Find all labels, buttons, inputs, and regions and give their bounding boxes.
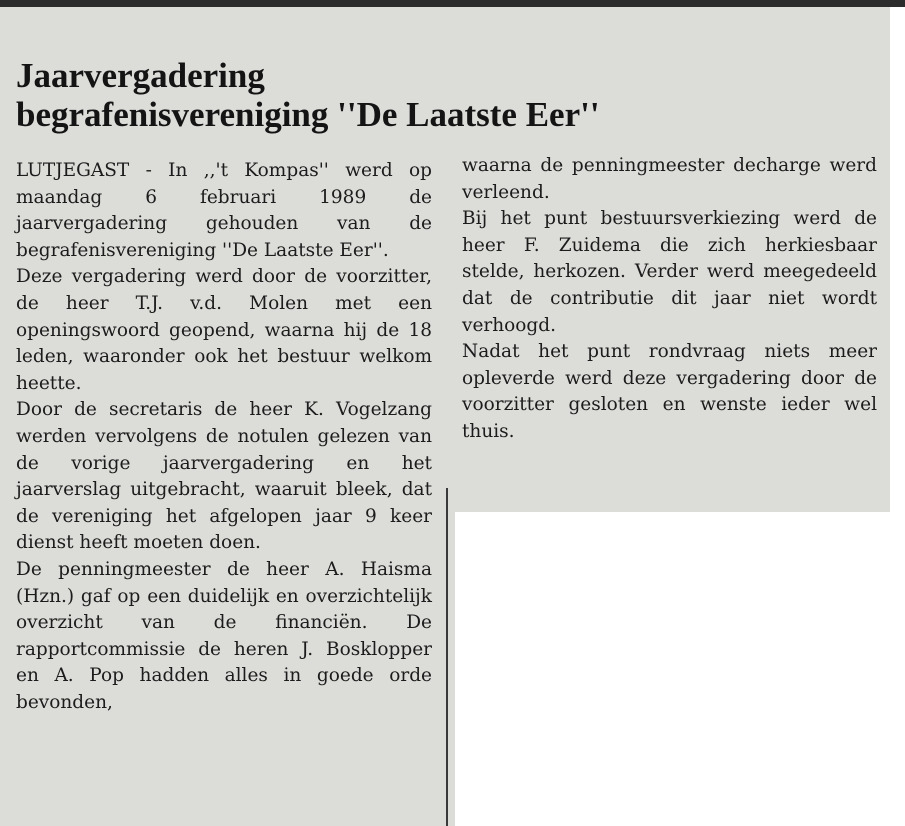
top-rule [0, 0, 905, 7]
column-divider [446, 488, 448, 826]
paragraph: waarna de penningmeester decharge werd verleend. [462, 155, 877, 203]
paragraph: Deze vergadering werd door de voorzitter, de heer T.J. v.d. Molen met een openingswoord geopend, waarna hij de 18 leden, waaronder ook het bestuur welkom heette. [16, 266, 432, 394]
paragraph: Bij het punt bestuursverkiezing werd de heer F. Zuidema die zich herkiesbaar stelde, herkozen. Verder werd meegedeeld dat de contributie dit jaar niet wordt verhoogd. [462, 208, 877, 336]
headline-line-1: Jaarvergadering [16, 56, 265, 95]
paragraph: De penningmeester de heer A. Haisma (Hzn.) gaf op een duidelijk en overzichtelijk overzicht van de financiën. De rapportcommissie de heren J. Bosklopper en A. Pop hadden alles in goede orde bevonden, [16, 558, 432, 713]
article-headline [16, 56, 600, 134]
paragraph: LUTJEGAST - In ,,'t Kompas'' werd op maandag 6 februari 1989 de jaarvergadering gehouden van de begrafenisvereniging ''De Laatste Eer''. [16, 160, 432, 261]
article-column-left [16, 158, 432, 716]
paragraph: Door de secretaris de heer K. Vogelzang werden vervolgens de notulen gelezen van de vorige jaarvergadering en het jaarverslag uitgebracht, waaruit bleek, dat de vereniging het afgelopen jaar 9 keer dienst heeft moeten doen. [16, 399, 432, 554]
article-column-right [462, 153, 877, 446]
headline-line-2: begrafenisvereniging ''De Laatste Eer'' [16, 95, 600, 134]
paragraph: Nadat het punt rondvraag niets meer opleverde werd deze vergadering door de voorzitter gesloten en wenste ieder wel thuis. [462, 341, 877, 442]
